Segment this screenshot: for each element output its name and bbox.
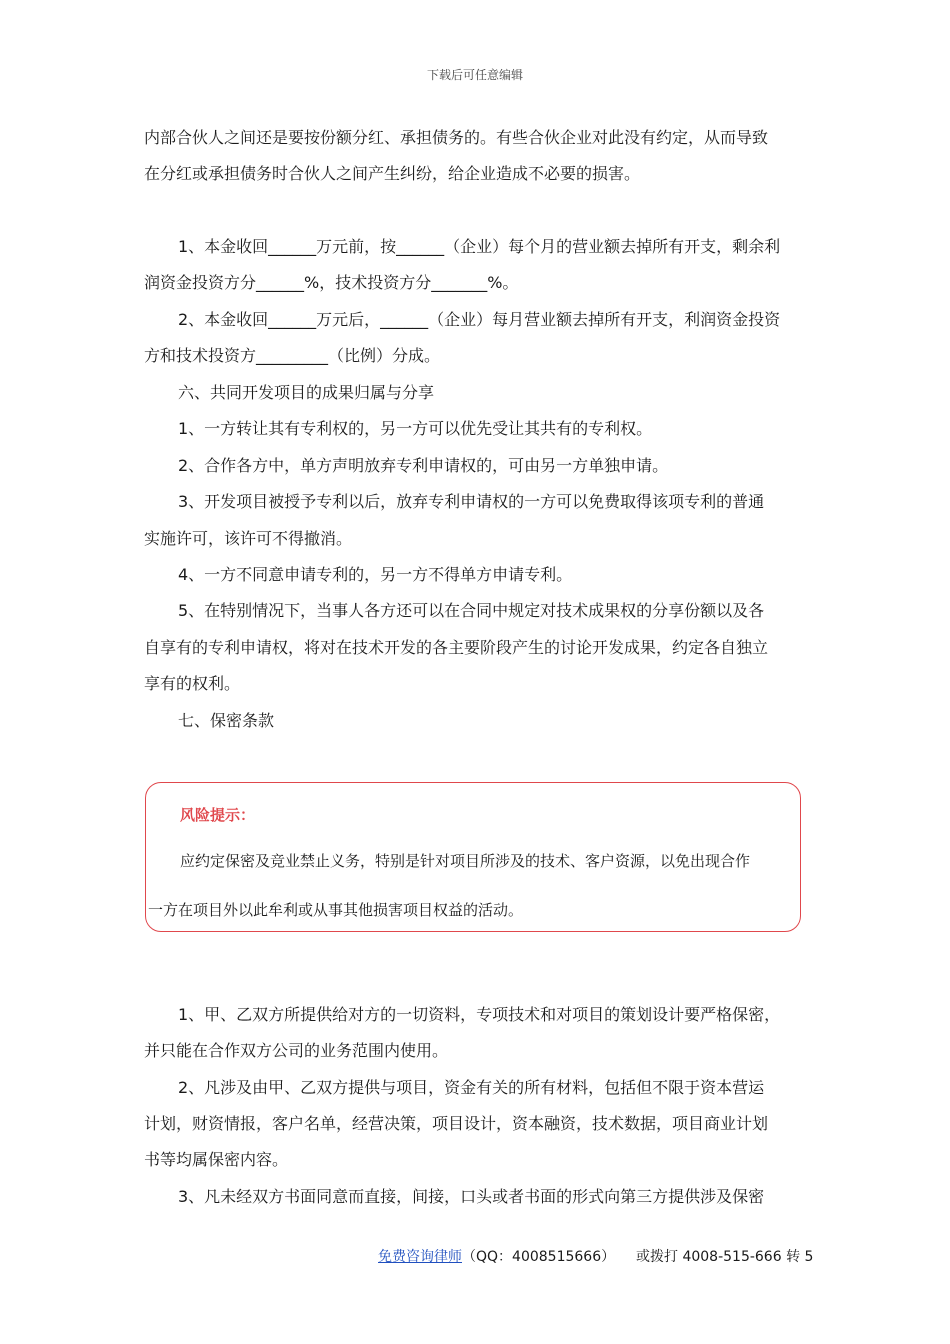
paragraph-line: 2、凡涉及由甲、乙双方提供与项目，资金有关的所有材料，包括但不限于资本营运 — [178, 1078, 765, 1097]
section-heading: 六、共同开发项目的成果归属与分享 — [178, 383, 435, 402]
paragraph-line: 1、甲、乙双方所提供给对方的一切资料，专项技术和对项目的策划设计要严格保密， — [178, 1005, 781, 1024]
paragraph-line: 1、本金收回______万元前，按______（企业）每个月的营业额去掉所有开支，剩余利 — [178, 237, 781, 256]
paragraph-line: 5、在特别情况下，当事人各方还可以在合同中规定对技术成果权的分享份额以及各 — [178, 601, 765, 620]
paragraph-line: 1、一方转让其有专利权的，另一方可以优先受让其共有的专利权。 — [178, 419, 653, 438]
paragraph-line: 内部合伙人之间还是要按份额分红、承担债务的。有些合伙企业对此没有约定，从而导致 — [144, 128, 769, 147]
paragraph-line: 3、凡未经双方书面同意而直接，间接，口头或者书面的形式向第三方提供涉及保密 — [178, 1187, 765, 1206]
paragraph-line: 自享有的专利申请权，将对在技术开发的各主要阶段产生的讨论开发成果，约定各自独立 — [144, 638, 769, 657]
risk-notice-title: 风险提示： — [180, 806, 256, 824]
section-heading: 七、保密条款 — [178, 711, 275, 730]
paragraph-line: 书等均属保密内容。 — [144, 1150, 289, 1169]
paragraph-line: 计划，财资情报，客户名单，经营决策，项目设计，资本融资，技术数据，项目商业计划 — [144, 1114, 769, 1133]
paragraph-line: 并只能在合作双方公司的业务范围内使用。 — [144, 1041, 449, 1060]
free-consult-link[interactable]: 免费咨询律师 — [378, 1249, 462, 1265]
page-header: 下载后可任意编辑 — [426, 68, 523, 82]
paragraph-line: 享有的权利。 — [144, 674, 241, 693]
paragraph-line: 实施许可，该许可不得撤消。 — [144, 529, 353, 548]
paragraph-line: 方和技术投资方_________（比例）分成。 — [144, 346, 441, 365]
paragraph-line: 2、合作各方中，单方声明放弃专利申请权的，可由另一方单独申请。 — [178, 456, 669, 475]
paragraph-line: 润资金投资方分______%，技术投资方分_______%。 — [144, 273, 519, 292]
footer-qq: （QQ：4008515666） — [462, 1249, 616, 1265]
paragraph-line: 4、一方不同意申请专利的，另一方不得单方申请专利。 — [178, 565, 573, 584]
risk-notice-text: 应约定保密及竞业禁止义务，特别是针对项目所涉及的技术、客户资源，以免出现合作 — [180, 852, 751, 870]
risk-notice-text: 一方在项目外以此牟利或从事其他损害项目权益的活动。 — [148, 901, 524, 919]
footer-phone: 或拨打 4008-515-666 转 5 — [636, 1249, 814, 1265]
footer — [378, 1246, 615, 1266]
paragraph-line: 在分红或承担债务时合伙人之间产生纠纷，给企业造成不必要的损害。 — [144, 164, 641, 183]
paragraph-line: 3、开发项目被授予专利以后，放弃专利申请权的一方可以免费取得该项专利的普通 — [178, 492, 765, 511]
paragraph-line: 2、本金收回______万元后，______（企业）每月营业额去掉所有开支，利润资金投资 — [178, 310, 781, 329]
